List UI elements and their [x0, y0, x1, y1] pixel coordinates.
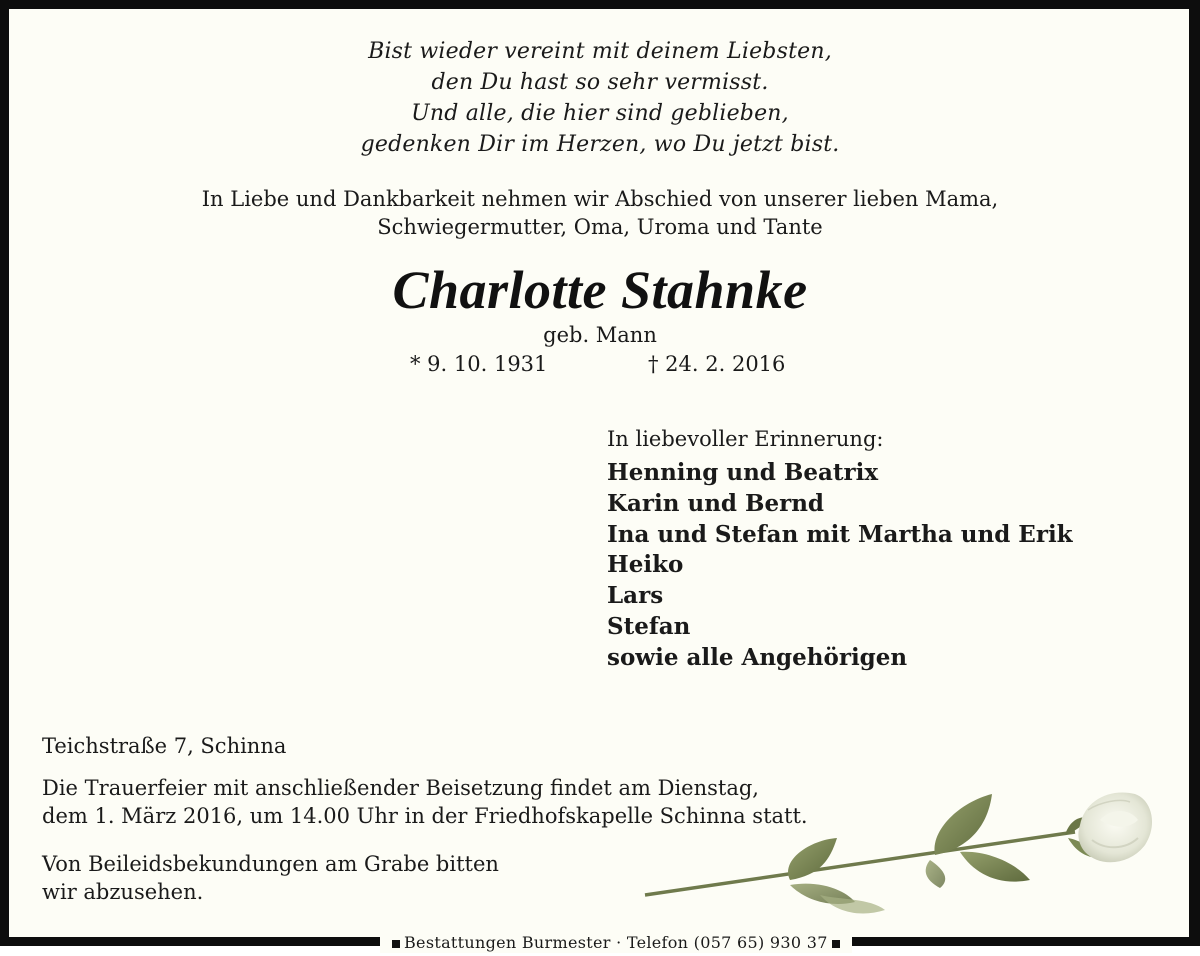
intro-line: In Liebe und Dankbarkeit nehmen wir Abschied von unserer lieben Mama,: [201, 187, 999, 211]
footer-right-mark-icon: [832, 940, 840, 948]
mourner-item: Karin und Bernd: [607, 489, 825, 517]
footer-left-mark-icon: [392, 940, 400, 948]
maiden-name: geb. Mann: [543, 323, 657, 347]
mourner-list: [607, 458, 1073, 674]
condolence-note: [42, 850, 499, 906]
border-top: [0, 0, 1200, 9]
funeral-line: dem 1. März 2016, um 14.00 Uhr in der Friedhofskapelle Schinna statt.: [42, 804, 808, 828]
mourner-item: Lars: [607, 582, 664, 610]
mourner-item: Stefan: [607, 612, 691, 640]
death-date: † 24. 2. 2016: [648, 352, 786, 376]
condolence-line: wir abzusehen.: [42, 880, 204, 904]
deceased-name: Charlotte Stahnke: [392, 260, 808, 320]
footer-bar: [380, 933, 852, 953]
funeral-line: Die Trauerfeier mit anschließender Beisetzung findet am Dienstag,: [42, 776, 759, 800]
mourner-item: Ina und Stefan mit Martha und Erik: [607, 520, 1073, 548]
rose-image: [630, 780, 1160, 930]
mourner-item: Henning und Beatrix: [607, 459, 879, 486]
intro-text: [0, 185, 1200, 241]
poem-line: Bist wieder vereint mit deinem Liebsten,: [368, 39, 832, 64]
mourner-item: sowie alle Angehörigen: [607, 643, 908, 671]
footer-text: Bestattungen Burmester · Telefon (057 65) 930 37: [404, 933, 828, 952]
poem-line: gedenken Dir im Herzen, wo Du jetzt bist.: [360, 132, 840, 157]
intro-line: Schwiegermutter, Oma, Uroma und Tante: [377, 215, 823, 239]
mourner-item: Heiko: [607, 551, 684, 579]
poem-line: Und alle, die hier sind geblieben,: [411, 101, 789, 126]
memory-label: In liebevoller Erinnerung:: [607, 427, 884, 451]
poem: [0, 36, 1200, 160]
condolence-line: Von Beileidsbekundungen am Grabe bitten: [42, 852, 499, 876]
birth-date: * 9. 10. 1931: [410, 352, 548, 376]
poem-line: den Du hast so sehr vermisst.: [431, 70, 769, 95]
address: Teichstraße 7, Schinna: [42, 734, 287, 758]
